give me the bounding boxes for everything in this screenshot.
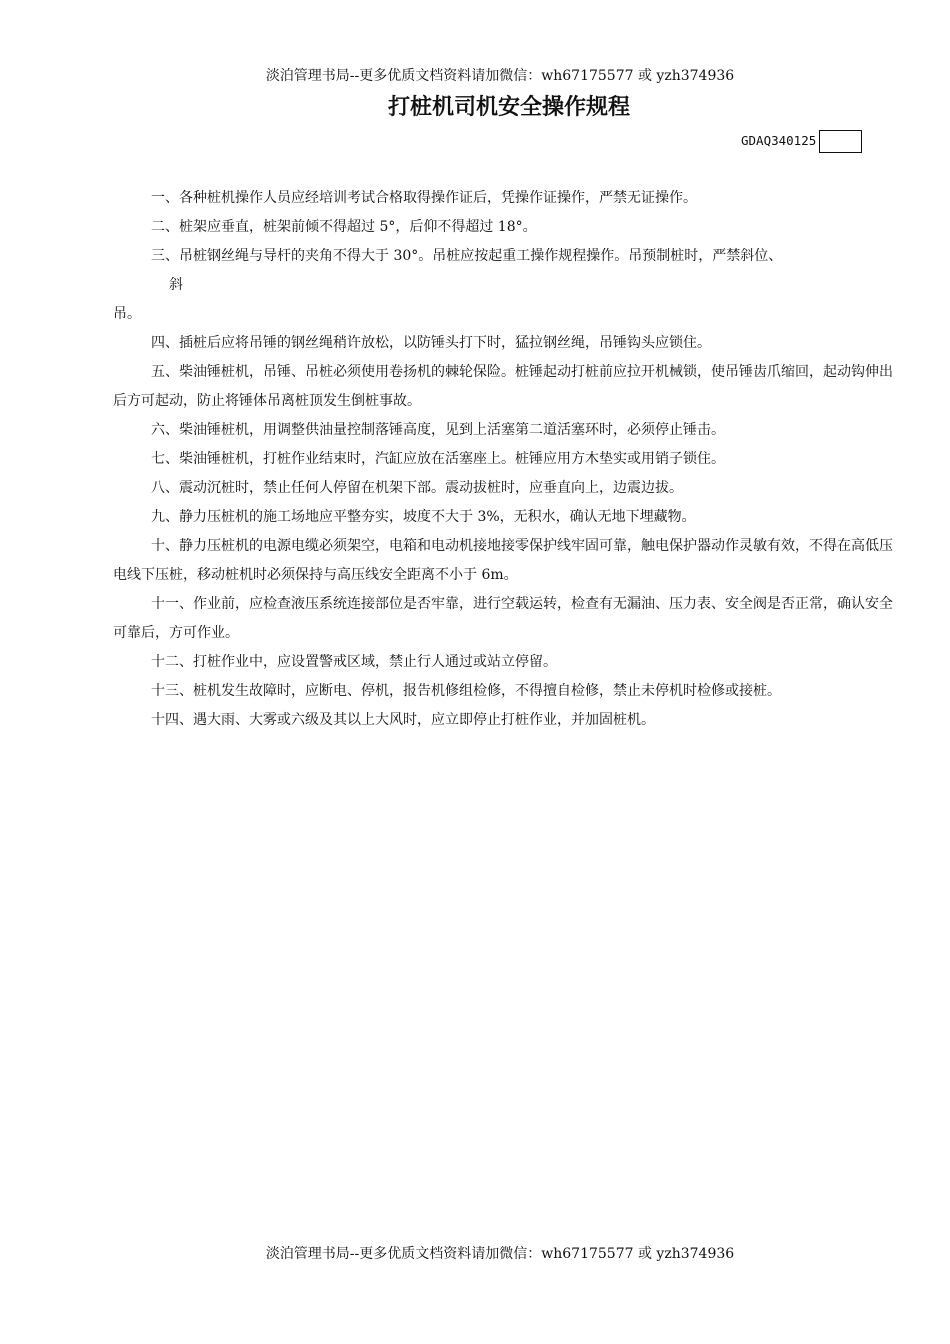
- rule-line: 吊。: [113, 306, 141, 322]
- rule-item: 十四、遇大雨、大雾或六级及其以上大风时，应立即停止打桩作业，并加固桩机。: [151, 712, 655, 728]
- footer-note: 淡泊管理书局--更多优质文档资料请加微信：wh67175577 或 yzh374936: [265, 1246, 735, 1262]
- rule-item: 二、桩架应垂直，桩架前倾不得超过 5°，后仰不得超过 18°。: [151, 219, 537, 235]
- rules-list: [113, 184, 899, 735]
- header-note: 淡泊管理书局--更多优质文档资料请加微信：wh67175577 或 yzh374936: [265, 68, 735, 84]
- rule-item: 十、静力压桩机的电源电缆必须架空，电箱和电动机接地接零保护线牢固可靠，触电保护器动作灵敏有效，不得在高低压电线下压桩，移动桩机时必须保持与高压线安全距离不小于 6m。: [113, 538, 893, 583]
- doc-code-row: [741, 129, 862, 153]
- doc-code: GDAQ340125: [741, 133, 817, 148]
- rule-item: 八、震动沉桩时，禁止任何人停留在机架下部。震动拔桩时，应垂直向上，边震边拔。: [151, 480, 683, 496]
- doc-code-box: [819, 130, 862, 153]
- rule-item: [113, 242, 899, 329]
- rule-item: 五、柴油锤桩机，吊锤、吊桩必须使用卷扬机的棘轮保险。桩锤起动打桩前应拉开机械锁，使吊锤齿爪缩回，起动钩伸出后方可起动，防止将锤体吊离桩顶发生倒桩事故。: [113, 364, 893, 409]
- rule-item: 六、柴油锤桩机，用调整供油量控制落锤高度，见到上活塞第二道活塞环时，必须停止锤击。: [151, 422, 725, 438]
- rule-item: 一、各种桩机操作人员应经培训考试合格取得操作证后，凭操作证操作，严禁无证操作。: [151, 190, 697, 206]
- page-title: 打桩机司机安全操作规程: [387, 95, 630, 120]
- rule-item: 十一、作业前，应检查液压系统连接部位是否牢靠，进行空载运转，检查有无漏油、压力表、安全阀是否正常，确认安全可靠后，方可作业。: [113, 596, 893, 641]
- rule-item: 十三、桩机发生故障时，应断电、停机，报告机修组检修，不得擅自检修，禁止未停机时检修或接桩。: [151, 683, 781, 699]
- rule-line: 三、吊桩钢丝绳与导杆的夹角不得大于 30°。吊桩应按起重工操作规程操作。吊预制桩时，严禁斜位、: [151, 248, 783, 264]
- rule-item: 九、静力压桩机的施工场地应平整夯实，坡度不大于 3%，无积水，确认无地下埋藏物。: [151, 509, 696, 525]
- rule-item: 四、插桩后应将吊锤的钢丝绳稍许放松，以防锤头打下时，猛拉钢丝绳，吊锤钩头应锁住。: [151, 335, 711, 351]
- rule-item: 七、柴油锤桩机，打桩作业结束时，汽缸应放在活塞座上。桩锤应用方木垫实或用销子锁住。: [151, 451, 725, 467]
- rule-line: 斜: [169, 277, 183, 293]
- rule-item: 十二、打桩作业中，应设置警戒区域，禁止行人通过或站立停留。: [151, 654, 557, 670]
